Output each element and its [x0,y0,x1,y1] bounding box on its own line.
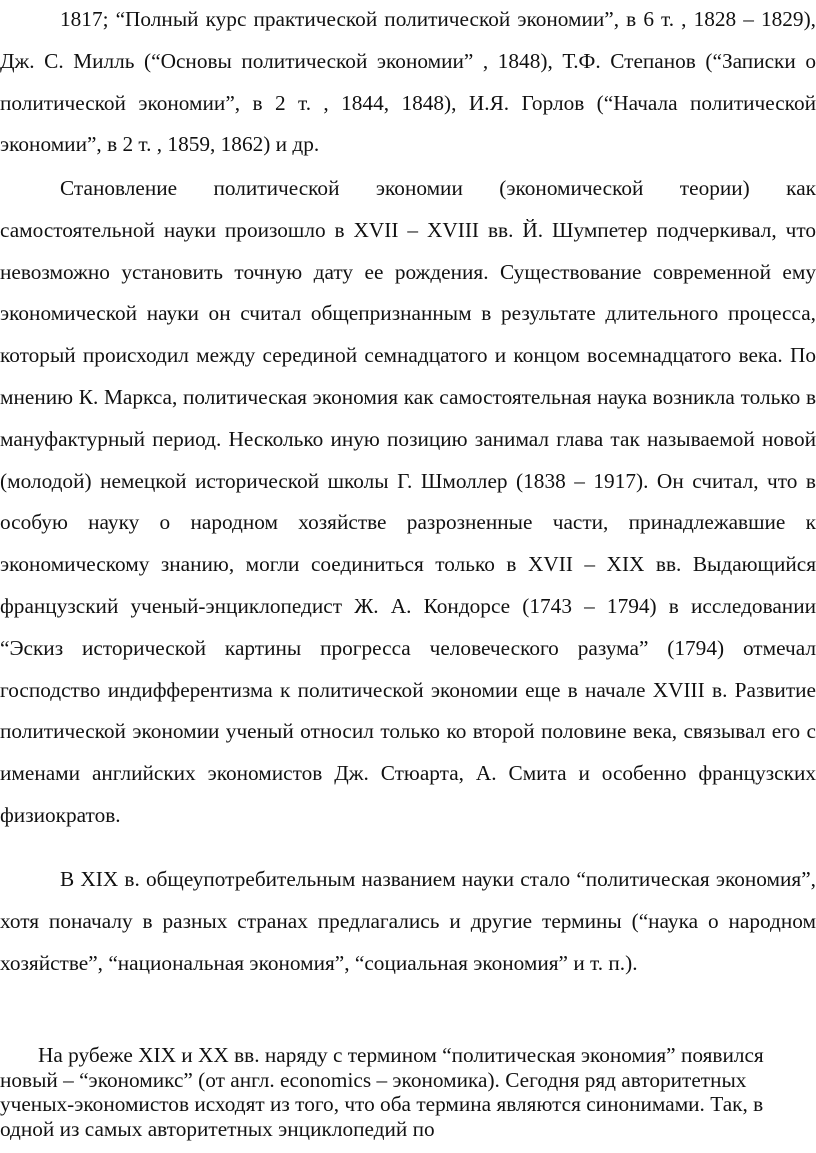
paragraph-formation-of-political-economy: Становление политической экономии (экономической теории) как самостоятельной науки произошло в XVII – XVIII вв. Й. Шумпетер подчеркивал, что невозможно установить точную дату ее рождения. Существование современной ему экономической науки он считал общепризнанным в результате длительного процесса, который происходил между серединой семнадцатого и концом восемнадцатого века. По мнению К. Маркса, политическая экономия как самостоятельная наука возникла только в мануфактурный период. Несколько иную позицию занимал глава так называемой новой (молодой) немецкой исторической школы Г. Шмоллер (1838 – 1917). Он считал, что в особую науку о народном хозяйстве разрозненные части, принадлежавшие к экономическому знанию, могли соединиться только в XVII – XIX вв. Выдающийся французский ученый-энциклопедист Ж. А. Кондорсе (1743 – 1794) в исследовании “Эскиз исторической картины прогресса человеческого разума” (1794) отмечал господство индифферентизма к политической экономии еще в начале XVIII в. Развитие политической экономии ученый относил только ко второй половине века, связывал его с именами английских экономистов Дж. Стюарта, А. Смита и особенно французских физиократов. [0,176,816,827]
paragraph-economics-term: На рубеже XIX и XX вв. наряду с термином “политическая экономия” появился новый – “экономикс” (от англ. economics – экономика). Сегодня ряд авторитетных ученых-экономистов исходят из того, что оба термина являются синонимами. Так, в одной из самых авторитетных энциклопедий по [0,1043,764,1141]
paragraph-nineteenth-century-term: В XIX в. общеупотребительным названием науки стало “политическая экономия”, хотя поначалу в разных странах предлагались и другие термины (“наука о народном хозяйстве”, “национальная экономия”, “социальная экономия” и т. п.). [0,867,816,975]
paragraph-bibliography-continuation: 1817; “Полный курс практической политической экономии”, в 6 т. , 1828 – 1829), Дж. С. Милль (“Основы политической экономии” , 1848), Т.Ф. Степанов (“Записки о политической экономии”, в 2 т. , 1844, 1848), И.Я. Горлов (“Начала политической экономии”, в 2 т. , 1859, 1862) и др. [0,7,816,157]
